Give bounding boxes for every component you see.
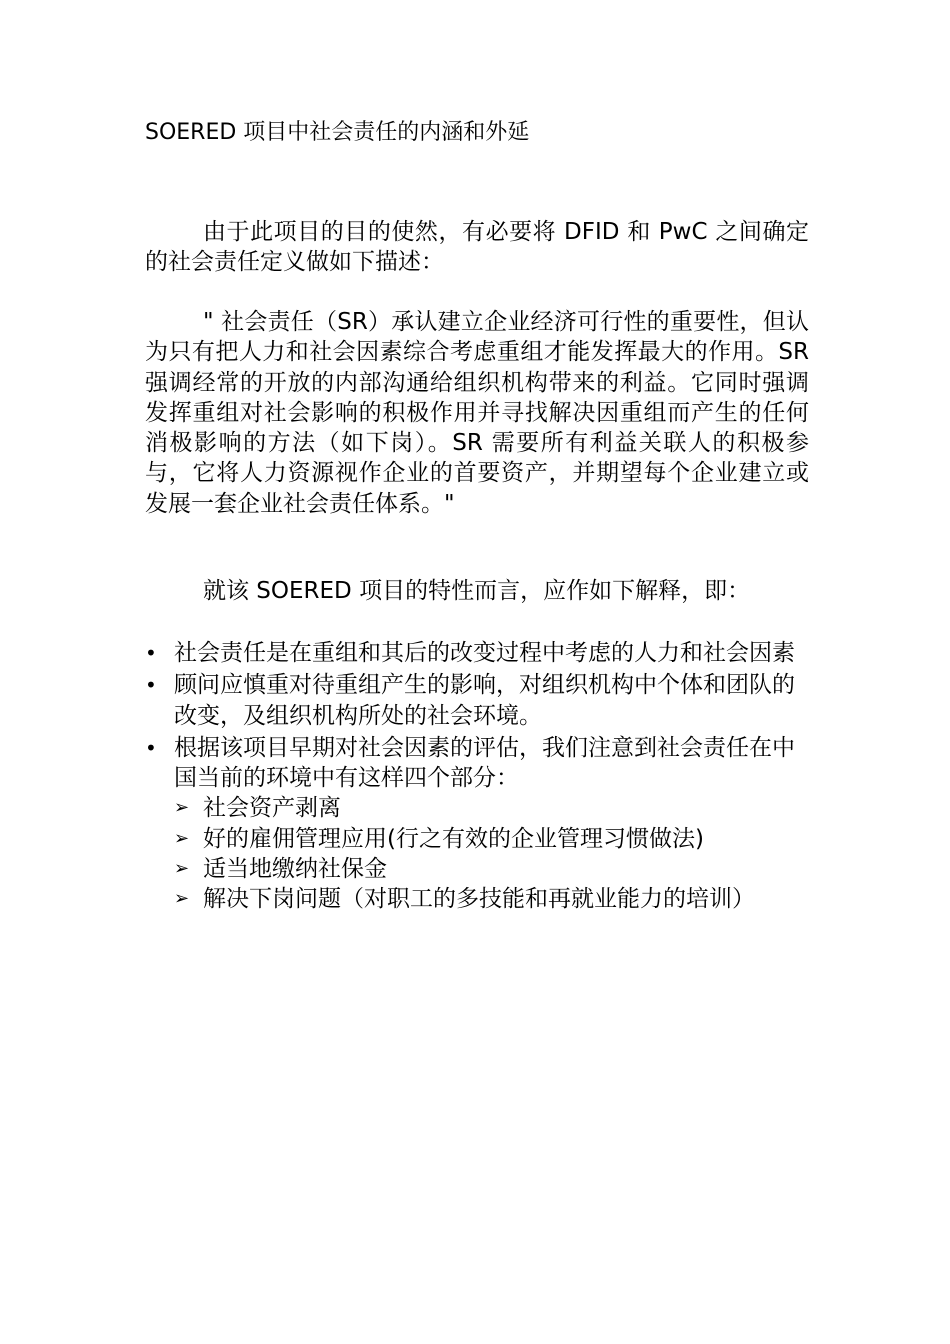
sub-list-item [174, 884, 809, 914]
intro-paragraph: 由于此项目的目的使然，有必要将 DFID 和 PwC 之间确定的社会责任定义做如下描述： [145, 219, 809, 276]
sub-list-item-text: 解决下岗问题（对职工的多技能和再就业能力的培训） [203, 886, 755, 913]
bullet-icon: • [145, 673, 157, 698]
bullet-icon: • [145, 641, 157, 665]
sub-list-item [174, 793, 809, 823]
bullet-icon: • [145, 735, 157, 760]
list-item-text: 根据该项目早期对社会因素的评估，我们注意到社会责任在中国当前的环境中有这样四个部分： [174, 734, 795, 792]
sub-list [174, 793, 809, 914]
sub-list-item-text: 好的雇佣管理应用(行之有效的企业管理习惯做法) [203, 825, 704, 852]
arrow-bullet-icon: ➢ [174, 827, 190, 849]
sub-list-item-text: 适当地缴纳社保金 [203, 856, 387, 883]
arrow-bullet-icon: ➢ [174, 797, 190, 819]
list-item [145, 670, 809, 731]
arrow-bullet-icon: ➢ [174, 858, 190, 880]
list-item [145, 638, 809, 668]
bullet-list [145, 638, 809, 917]
interpretation-paragraph: 就该 SOERED 项目的特性而言，应作如下解释，即： [203, 578, 751, 604]
list-item [145, 733, 809, 915]
definition-paragraph: " 社会责任（SR）承认建立企业经济可行性的重要性，但认为只有把人力和社会因素综合考虑重组才能发挥最大的作用。SR 强调经常的开放的内部沟通给组织机构带来的利益。它同时强调发挥重组对社会影响的积极作用并寻找解决因重组而产生的任何消极影响的方法（如下岗）。SR 需要所有利益关联人的积极参与，它将人力资源视作企业的首要资产，并期望每个企业建立或发展一套企业社会责任体系。" [145, 309, 809, 517]
list-item-text: 顾问应慎重对待重组产生的影响，对组织机构中个体和团队的改变，及组织机构所处的社会环境。 [174, 672, 795, 729]
sub-list-item [174, 854, 809, 884]
sub-list-item-text: 社会资产剥离 [203, 795, 341, 822]
sub-list-item [174, 824, 809, 854]
list-item-text: 社会责任是在重组和其后的改变过程中考虑的人力和社会因素 [174, 640, 795, 666]
document-title: SOERED 项目中社会责任的内涵和外延 [145, 120, 530, 145]
arrow-bullet-icon: ➢ [174, 888, 190, 910]
